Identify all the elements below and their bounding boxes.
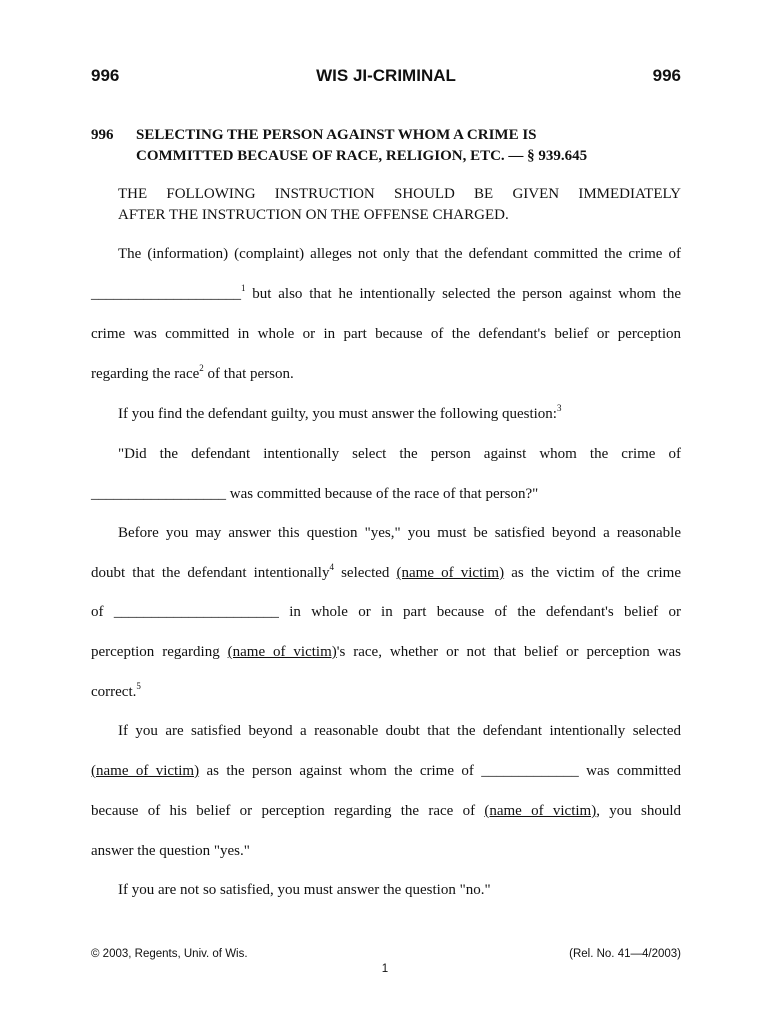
paragraph-5-line-3-text-a: because of his belief or perception regarding the race of	[91, 803, 485, 819]
paragraph-5-line-1: If you are satisfied beyond a reasonable doubt that the defendant intentionally selected	[118, 723, 681, 739]
victim-placeholder: (name of victim)	[484, 803, 597, 819]
instruction-number: 996	[91, 127, 114, 143]
footnote-ref-5: 5	[136, 681, 141, 691]
question-line-1: "Did the defendant intentionally select the person against whom the crime of	[118, 446, 681, 462]
crime-blank: ______________________	[113, 604, 279, 620]
paragraph-1-line-1: The (information) (complaint) alleges not only that the defendant committed the crime of	[118, 246, 681, 262]
paragraph-4-line-4-text-a: perception regarding	[91, 644, 228, 660]
crime-blank: __________________	[91, 486, 226, 502]
release-number: (Rel. No. 41—4/2003)	[569, 948, 681, 960]
paragraph-4-line-4	[91, 642, 681, 662]
header-title: WIS JI-CRIMINAL	[316, 66, 456, 85]
question-line-2-text: was committed because of the race of that person?"	[226, 486, 539, 502]
paragraph-4-line-2-text-a: doubt that the defendant intentionally	[91, 565, 330, 581]
question-line-2	[91, 484, 681, 504]
paragraph-4-line-1: Before you may answer this question "yes," you must be satisfied beyond a reasonable	[118, 525, 681, 541]
paragraph-4-line-3-text-a: of	[91, 604, 104, 620]
header-section-number-left: 996	[91, 66, 120, 85]
paragraph-1-line-3: crime was committed in whole or in part because of the defendant's belief or perception	[91, 326, 681, 342]
paragraph-4-line-2	[91, 563, 681, 583]
paragraph-1-line-4-text-a: regarding the race	[91, 366, 200, 382]
footnote-ref-1: 1	[241, 283, 246, 293]
instruction-title-text	[136, 125, 587, 167]
paragraph-2-text: If you find the defendant guilty, you must answer the following question:	[118, 406, 557, 422]
paragraph-5-line-2	[91, 761, 681, 781]
crime-blank: ____________________	[91, 286, 241, 302]
page-header	[91, 66, 681, 90]
paragraph-5-line-3	[91, 801, 681, 821]
header-section-number-right: 996	[652, 66, 681, 85]
title-line-2: COMMITTED BECAUSE OF RACE, RELIGION, ETC. — § 939.645	[136, 148, 588, 164]
paragraph-2	[118, 404, 681, 424]
usage-note-line-1: THE FOLLOWING INSTRUCTION SHOULD BE GIVEN IMMEDIATELY	[118, 186, 681, 202]
paragraph-5-line-3-text-b: , you should	[596, 803, 681, 819]
footnote-ref-3: 3	[556, 403, 562, 413]
paragraph-4-line-3-text-b: in whole or in part because of the defendant's belief or	[289, 604, 681, 620]
footnote-ref-4: 4	[329, 562, 334, 572]
title-line-1: SELECTING THE PERSON AGAINST WHOM A CRIME IS	[136, 127, 537, 143]
paragraph-1-line-2	[91, 284, 681, 304]
victim-placeholder: (name of victim)	[91, 763, 200, 779]
paragraph-1-line-4	[91, 364, 681, 384]
paragraph-5-line-2-text-b: was committed	[578, 763, 682, 779]
paragraph-6: If you are not so satisfied, you must answer the question "no."	[118, 882, 491, 898]
copyright-notice: © 2003, Regents, Univ. of Wis.	[91, 948, 248, 960]
paragraph-4-line-3	[91, 602, 681, 622]
paragraph-4-line-5	[91, 682, 681, 702]
usage-note-line-2: AFTER THE INSTRUCTION ON THE OFFENSE CHARGED.	[118, 207, 509, 223]
paragraph-5-line-4: answer the question "yes."	[91, 843, 250, 859]
paragraph-4-line-5-text: correct.	[91, 684, 137, 700]
paragraph-1-line-4-text-b: of that person.	[203, 366, 294, 382]
paragraph-4-line-2-text-b: selected	[333, 565, 397, 581]
usage-note	[118, 184, 681, 226]
victim-placeholder: (name of victim)	[227, 644, 337, 660]
victim-placeholder: (name of victim)	[396, 565, 505, 581]
paragraph-1-line-2-text: but also that he intentionally selected the person against whom the	[245, 286, 681, 302]
footnote-ref-2: 2	[199, 363, 204, 373]
crime-blank: _____________	[481, 763, 579, 779]
paragraph-4-line-4-text-b: 's race, whether or not that belief or perception was	[336, 644, 682, 660]
paragraph-4-line-2-text-c: as the victim of the crime	[504, 565, 681, 581]
page-number: 1	[381, 963, 389, 975]
paragraph-5-line-2-text-a: as the person against whom the crime of	[199, 763, 482, 779]
